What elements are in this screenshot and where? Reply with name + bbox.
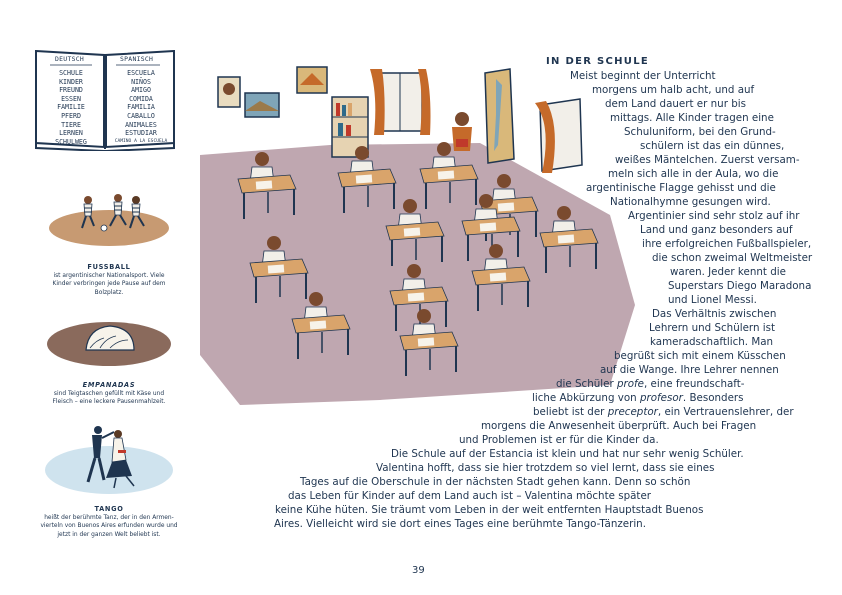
article-line: meln sich alle in der Aula, wo die xyxy=(608,168,779,180)
article-line: Land und ganz besonders auf xyxy=(640,224,793,236)
article-line: auf die Wange. Ihre Lehrer nennen xyxy=(600,364,779,376)
article-line: Lehrern und Schülern ist xyxy=(649,322,776,334)
football-description xyxy=(29,272,189,297)
empanadas-description xyxy=(29,390,189,407)
spanish-word: AMIGO xyxy=(131,86,151,95)
classroom-window xyxy=(370,69,431,135)
article-line: morgens die Anwesenheit überprüft. Auch bei Fragen xyxy=(481,420,757,432)
article-line: weißes Mäntelchen. Zuerst versam- xyxy=(615,154,800,166)
spanish-word: FAMILIA xyxy=(127,103,155,112)
tango-line: jetzt in der ganzen Welt beliebt ist. xyxy=(57,531,161,538)
spanish-word: CAMINO A LA ESCUELA xyxy=(114,138,168,144)
german-word: SCHULE xyxy=(59,69,83,77)
empanadas-line: Fleisch – eine leckere Pausenmahlzeit. xyxy=(52,399,166,406)
article-line: begrüßt sich mit einem Küsschen xyxy=(614,350,786,362)
dictionary-book xyxy=(34,47,176,151)
german-word: FAMILIE xyxy=(57,103,85,112)
german-word: TIERE xyxy=(61,120,81,129)
german-word: KINDER xyxy=(59,77,83,86)
classroom-window-right xyxy=(535,99,582,173)
wall-portrait xyxy=(218,77,240,107)
article-line: das Leben für Kinder auf dem Land auch ist – Valentina möchte später xyxy=(288,490,652,502)
article-line: dem Land dauert er nur bis xyxy=(605,98,746,110)
empanadas-title: EMPANADAS xyxy=(82,381,136,389)
german-word: ESSEN xyxy=(61,94,81,103)
german-word: PFERD xyxy=(61,111,81,120)
article-line-text: , ein Vertrauenslehrer, der xyxy=(657,406,794,418)
article-heading: IN DER SCHULE xyxy=(546,56,650,67)
tango-description xyxy=(29,514,189,539)
tango-title: TANGO xyxy=(94,505,124,513)
tango-line: vierteln von Buenos Aires erfunden wurde und xyxy=(40,523,178,530)
spanish-word-list xyxy=(108,69,174,146)
football-line: ist argentinischer Nationalsport. Viele xyxy=(53,273,165,279)
football-illustration xyxy=(44,190,174,248)
teacher-figure xyxy=(452,112,472,151)
article-line xyxy=(532,392,744,405)
article-line: keine Kühe hüten. Sie träumt vom Leben in der weit entfernten Hauptstadt Buenos xyxy=(275,504,704,516)
tango-illustration xyxy=(42,420,176,498)
article-line: kameradschaftlich. Man xyxy=(650,336,774,348)
article-line-text: . Besonders xyxy=(682,392,744,404)
article-line: Nationalhymne gesungen wird. xyxy=(610,196,771,208)
empanadas-line: sind Teigtaschen gefüllt mit Käse und xyxy=(53,391,165,397)
article-line: schülern ist das ein dünnes, xyxy=(640,140,785,152)
article-line: Valentina hofft, dass sie hier trotzdem so viel lernt, dass sie eines xyxy=(376,462,715,474)
article-line: Das Verhältnis zwischen xyxy=(652,308,777,320)
article-line: Tages auf die Oberschule in der nächsten Stadt gehen kann. Denn so schön xyxy=(300,476,691,488)
football-field-patch xyxy=(49,210,169,246)
spanish-word: NIÑOS xyxy=(131,77,151,86)
spanish-word: CABALLO xyxy=(127,111,155,120)
term-profe: profe xyxy=(616,378,644,390)
wall-map-argentina xyxy=(485,69,514,163)
article-line: argentinische Flagge gehisst und die xyxy=(586,182,776,194)
article-line: Argentinier sind sehr stolz auf ihr xyxy=(628,210,800,222)
spanish-word: COMIDA xyxy=(129,94,153,103)
tango-line: heißt der berühmte Tanz, der in den Armen- xyxy=(44,515,174,521)
article-line-text: , eine freundschaft- xyxy=(644,378,745,390)
spanish-word: ESTUDIAR xyxy=(125,129,157,138)
term-profesor: profesor xyxy=(639,392,683,404)
article-line: mittags. Alle Kinder tragen eine xyxy=(610,112,774,124)
article-line: Superstars Diego Maradona xyxy=(668,280,812,292)
spanish-word: ANIMALES xyxy=(125,120,157,129)
article-line: ihre erfolgreichen Fußballspieler, xyxy=(642,238,812,250)
article-line: und Lionel Messi. xyxy=(668,294,757,306)
term-preceptor: preceptor xyxy=(607,406,658,418)
page-number: 39 xyxy=(412,565,425,576)
german-word: SCHULWEG xyxy=(55,137,87,146)
football-line: Bolzplatz. xyxy=(94,289,124,296)
german-word: LERNEN xyxy=(59,129,83,138)
wall-landscape-picture xyxy=(245,93,279,117)
german-word: FREUND xyxy=(59,86,83,95)
article-line: und Problemen ist er für die Kinder da. xyxy=(459,434,659,446)
dict-header-spanish: SPANISCH xyxy=(120,55,154,63)
article-line xyxy=(556,378,745,391)
article-line: waren. Jeder kennt die xyxy=(670,266,786,278)
article-line: Aires. Vielleicht wird sie dort eines Tages eine berühmte Tango-Tänzerin. xyxy=(274,518,646,530)
spanish-word: ESCUELA xyxy=(127,69,155,77)
football-title: FUSSBALL xyxy=(87,263,131,271)
article-line-text: liche Abkürzung von xyxy=(532,392,640,404)
football-ball-icon xyxy=(101,225,107,231)
article-line: Die Schule auf der Estancia ist klein und hat nur sehr wenig Schüler. xyxy=(391,448,744,460)
article-line: Schuluniform, bei den Grund- xyxy=(624,126,776,138)
article-line xyxy=(533,406,794,419)
article-line: Meist beginnt der Unterricht xyxy=(570,70,716,82)
empanada-illustration xyxy=(44,318,174,368)
article-line: die schon zweimal Weltmeister xyxy=(652,252,813,264)
article-line: morgens um halb acht, und auf xyxy=(592,84,755,96)
german-word-list xyxy=(46,69,96,146)
article-line-text: beliebt ist der xyxy=(533,406,608,418)
article-line-text: die Schüler xyxy=(556,378,617,390)
wall-map-picture xyxy=(297,67,327,93)
football-line: Kinder verbringen jede Pause auf dem xyxy=(52,281,166,288)
dict-header-german: DEUTSCH xyxy=(55,55,85,63)
